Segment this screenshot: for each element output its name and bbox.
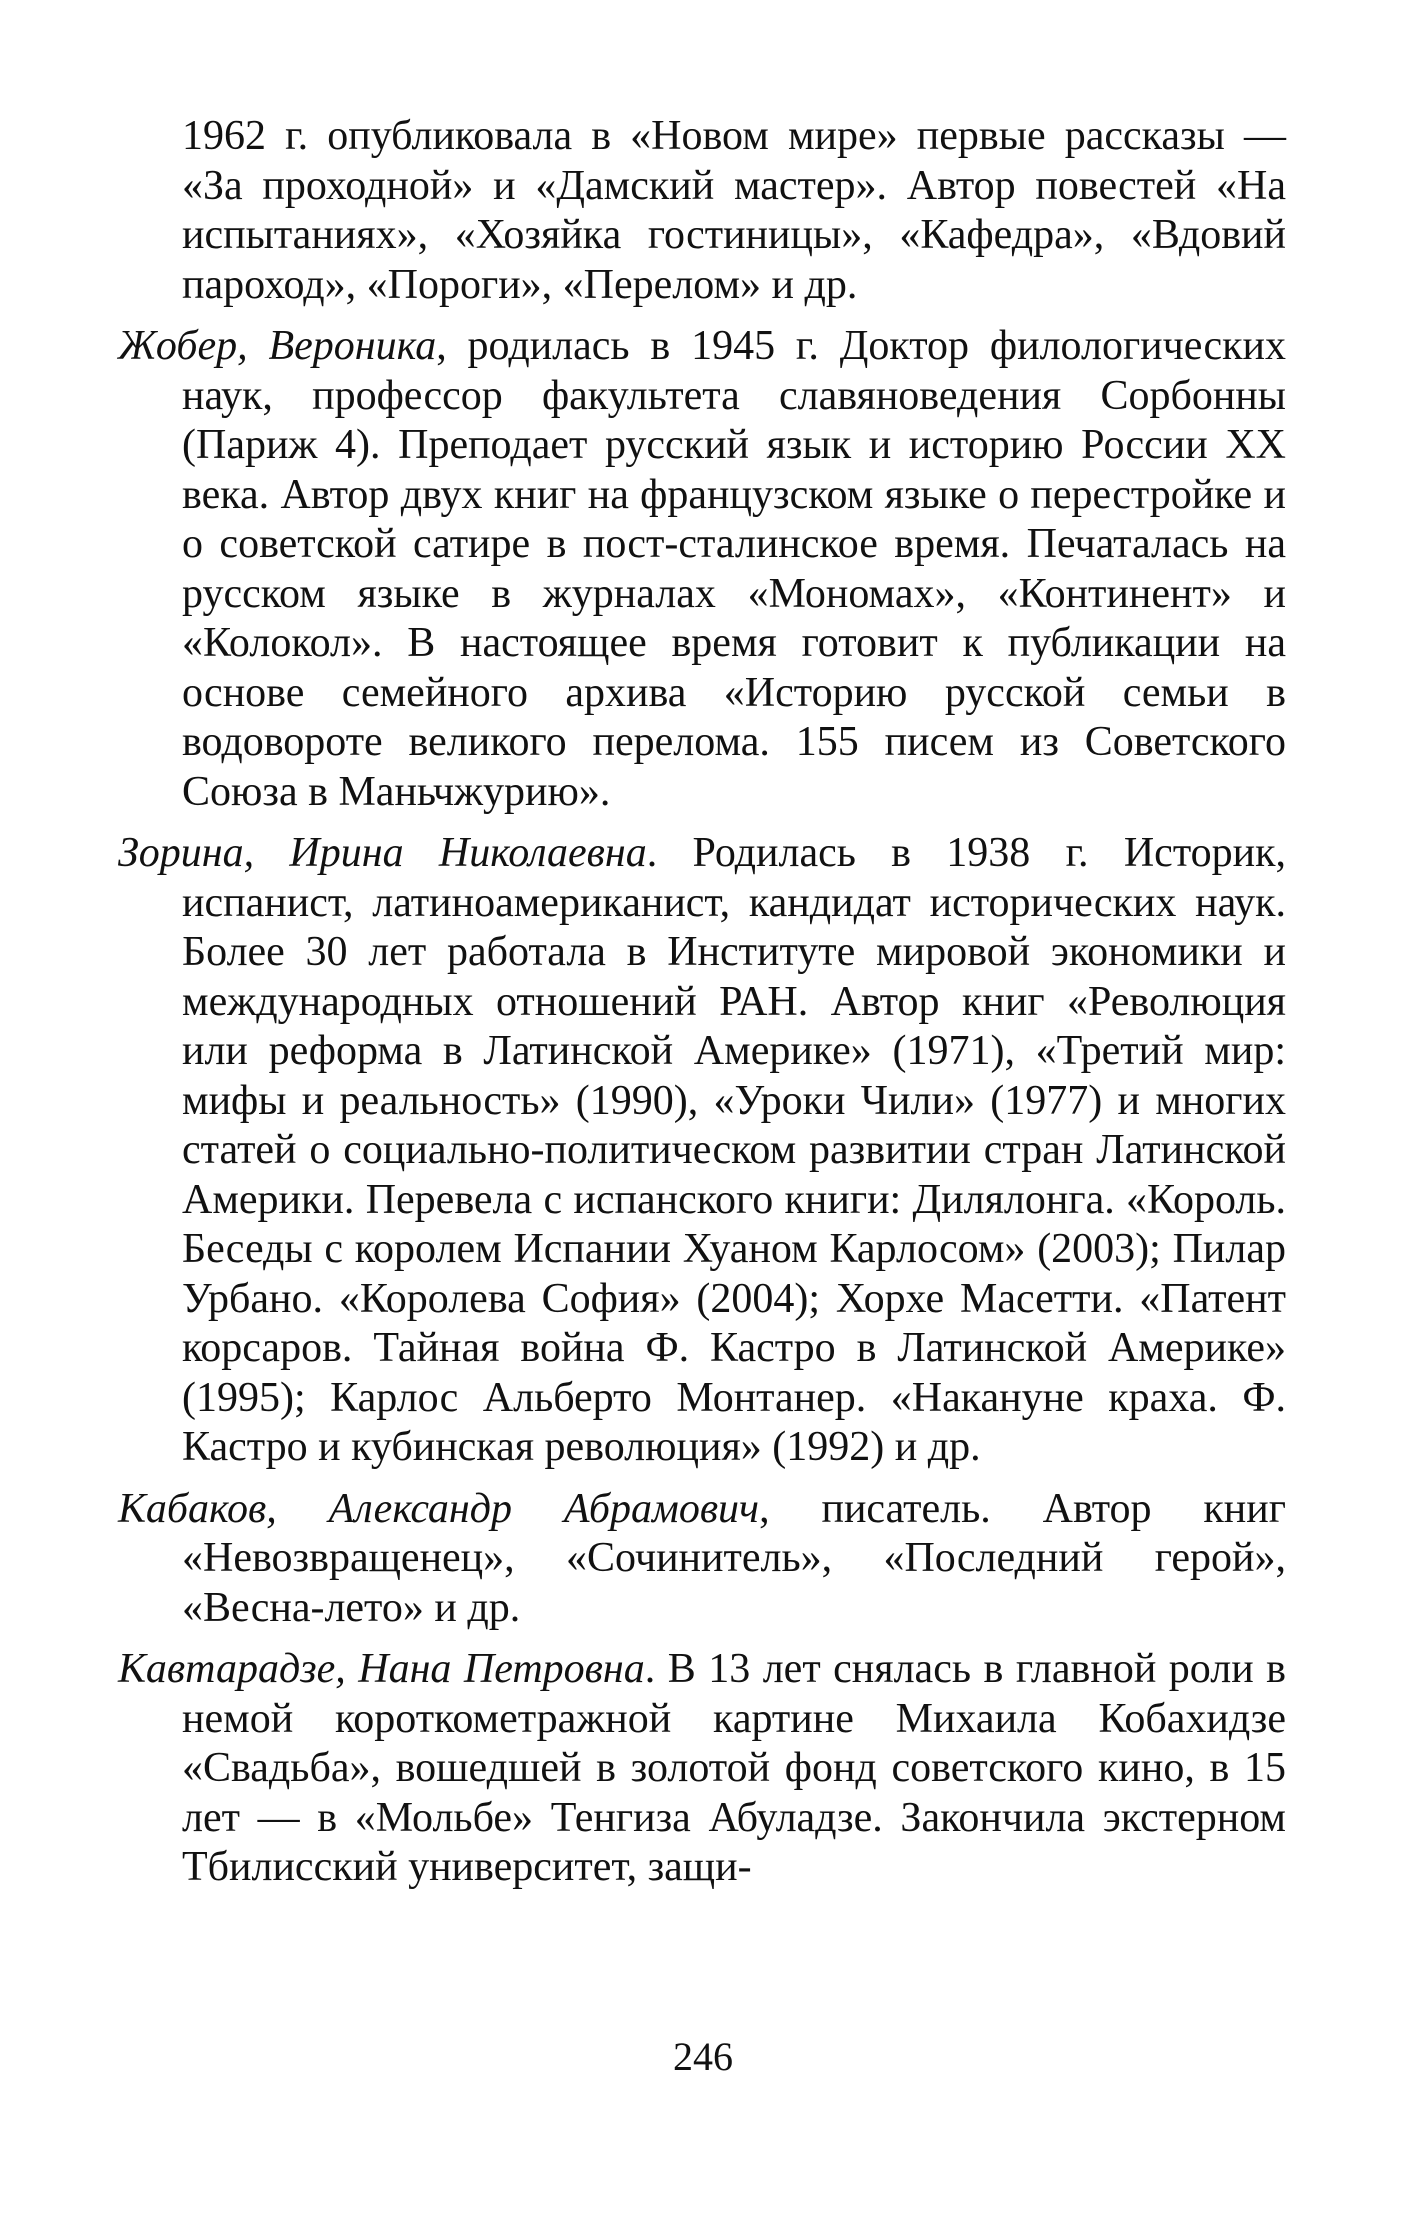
entry-zorina [118, 829, 1286, 1473]
entry-name: Кавтарадзе, Нана Петровна [118, 1646, 645, 1692]
entry-text: , писатель. Автор книг «Невозвращенец», «Сочинитель», «Последний герой», «Весна-лето» и др. [182, 1485, 1286, 1631]
entry-name: Кабаков, Александр Абрамович [118, 1485, 760, 1532]
entry-text: , родилась в 1945 г. Доктор филологических наук, профессор факультета славяноведения Сорбонны (Париж 4). Преподает русский язык и историю России XX века. Автор двух книг на французском языке о перестройке и о советской сатире в пост-сталинское время. Печаталась на русском языке в журналах «Мономах», «Континент» и «Колокол». В настоящее время готовит к публикации на основе семейного архива «Историю русской семьи в водовороте великого перелома. 155 писем из Советского Союза в Маньчжурию». [182, 323, 1286, 815]
entry-continuation [118, 112, 1286, 310]
entry-name: Зорина, Ирина Николаевна [118, 830, 647, 876]
entry-zhober [118, 322, 1286, 817]
entry-text: 1962 г. опубликовала в «Новом мире» первые рассказы — «За проходной» и «Дамский мастер». Автор повестей «На испытаниях», «Хозяйка гостиницы», «Кафедра», «Вдовий пароход», «Пороги», «Перелом» и др. [182, 113, 1286, 308]
entry-text: . В 13 лет снялась в главной роли в немой короткометражной картине Михаила Кобахидзе «Свадьба», вошедшей в золотой фонд советского кино, в 15 лет — в «Мольбе» Тенгиза Абуладзе. Закончила экстерном Тбилисский университет, защи- [182, 1646, 1286, 1890]
entry-kavtaradze [118, 1645, 1286, 1893]
entry-kabakov [118, 1485, 1286, 1634]
entry-text: . Родилась в 1938 г. Историк, испанист, латиноамериканист, кандидат исторических наук. Более 30 лет работала в Институте мировой экономики и международных отношений РАН. Автор книг «Революция или реформа в Латинской Америке» (1971), «Третий мир: мифы и реальность» (1990), «Уроки Чили» (1977) и многих статей о социально-политическом развитии стран Латинской Америки. Перевела с испанского книги: Дилялонга. «Король. Беседы с королем Испании Хуаном Карлосом» (2003); Пилар Урбано. «Королева София» (2004); Хорхе Масетти. «Патент корсаров. Тайная война Ф. Кастро в Латинской Америке» (1995); Карлос Альберто Монтанер. «Накануне краха. Ф. Кастро и кубинская революция» (1992) и др. [182, 830, 1286, 1470]
page-number: 246 [673, 2034, 733, 2079]
entry-name: Жобер, Вероника [118, 323, 437, 369]
biographical-entries [118, 112, 1286, 1905]
